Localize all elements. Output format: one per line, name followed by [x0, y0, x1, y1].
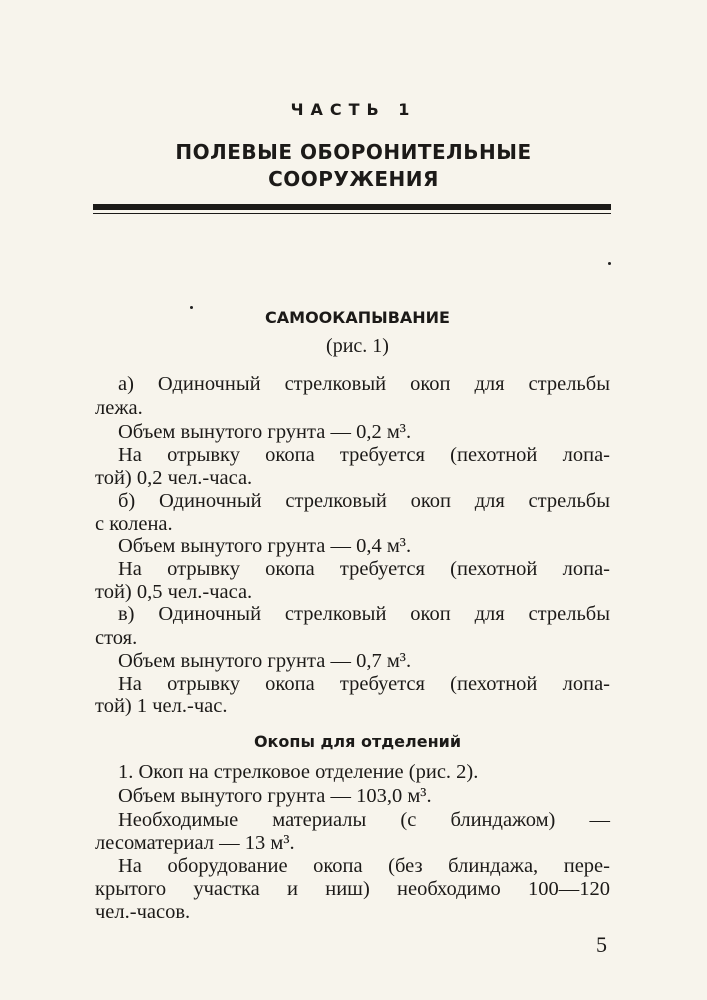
section-heading: САМООКАПЫВАНИЕ: [265, 308, 450, 327]
text-line: На отрывку окопа требуется (пехотной лопа-: [118, 673, 610, 695]
text-line: Необходимые материалы (с блиндажом) —: [118, 809, 610, 831]
text-line: лесоматериал — 13 м³.: [95, 832, 295, 854]
text-line: б) Одиночный стрелковый окоп для стрельбы: [118, 490, 610, 512]
divider-thick: [93, 204, 611, 210]
divider-thin: [93, 213, 611, 214]
part-label: ЧАСТЬ 1: [290, 100, 417, 119]
text-line: той) 0,2 чел.-часа.: [95, 467, 253, 489]
text-line: Объем вынутого грунта — 0,4 м³.: [118, 535, 412, 557]
section-heading: Окопы для отделений: [253, 732, 462, 751]
text-line: крытого участка и ниш) необходимо 100—120: [95, 878, 610, 900]
text-line: с колена.: [95, 513, 173, 535]
text-line: лежа.: [95, 397, 143, 419]
figure-reference: (рис. 1): [326, 335, 389, 357]
text-line: Объем вынутого грунта — 103,0 м³.: [118, 785, 432, 807]
text-line: Объем вынутого грунта — 0,2 м³.: [118, 421, 412, 443]
page-number: 5: [596, 932, 607, 957]
chapter-title-line1: ПОЛЕВЫЕ ОБОРОНИТЕЛЬНЫЕ: [175, 140, 532, 164]
text-line: а) Одиночный стрелковый окоп для стрельбы: [118, 373, 610, 395]
text-line: Объем вынутого грунта — 0,7 м³.: [118, 650, 412, 672]
text-line: На отрывку окопа требуется (пехотной лопа-: [118, 444, 610, 466]
text-line: 1. Окоп на стрелковое отделение (рис. 2).: [118, 761, 479, 783]
chapter-title-line2: СООРУЖЕНИЯ: [268, 167, 439, 191]
text-line: На оборудование окопа (без блиндажа, пере-: [118, 855, 610, 877]
text-line: стоя.: [95, 627, 138, 649]
text-line: На отрывку окопа требуется (пехотной лопа-: [118, 558, 610, 580]
text-line: той) 1 чел.-час.: [95, 695, 228, 717]
text-line: в) Одиночный стрелковый окоп для стрельбы: [118, 603, 610, 625]
text-line: чел.-часов.: [95, 901, 191, 923]
text-line: той) 0,5 чел.-часа.: [95, 581, 253, 603]
scan-speck: [608, 262, 611, 265]
